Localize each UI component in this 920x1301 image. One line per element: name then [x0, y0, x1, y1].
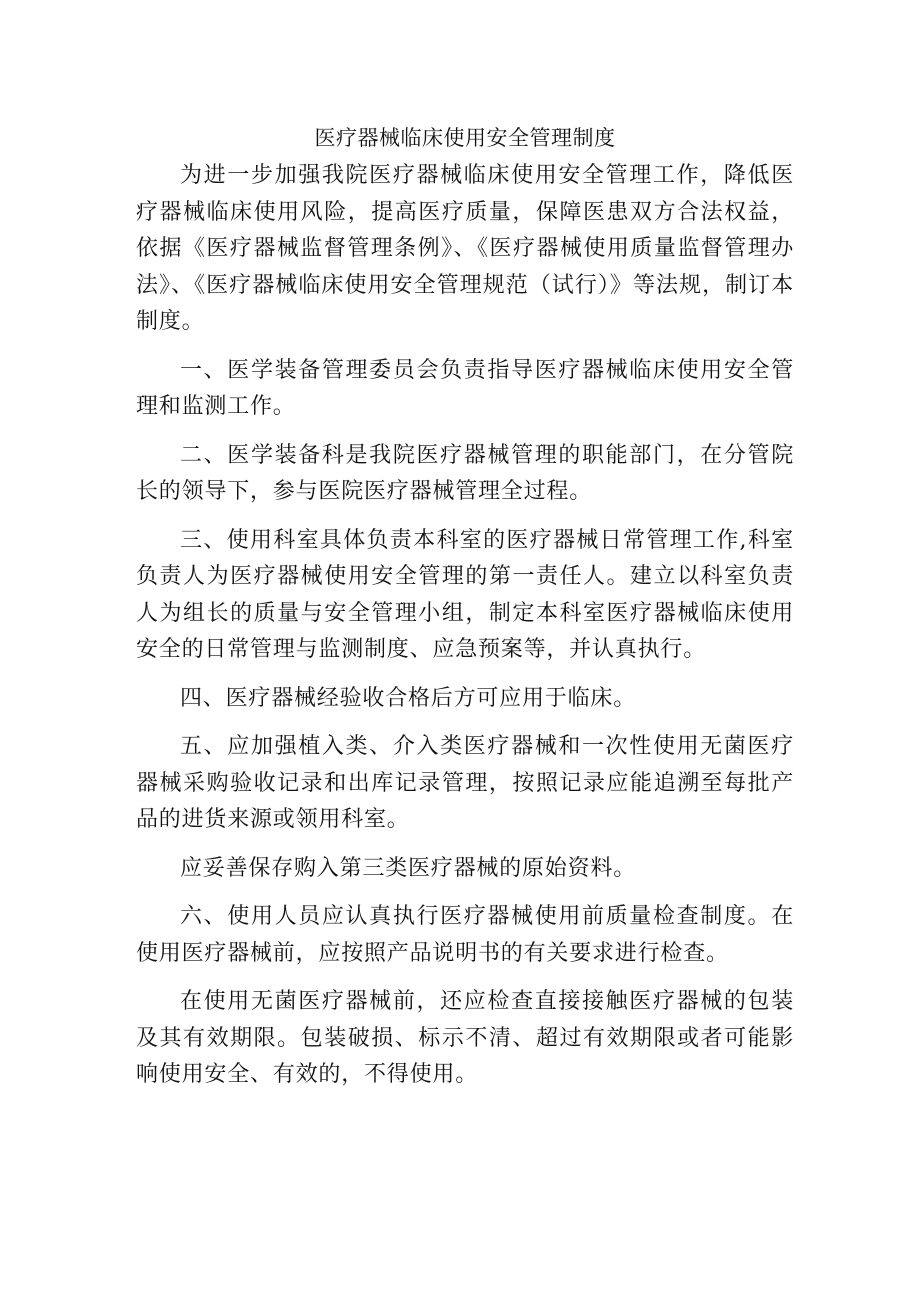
paragraph-article-1: 一、医学装备管理委员会负责指导医疗器械临床使用安全管理和监测工作。	[136, 357, 794, 419]
paragraph-intro: 为进一步加强我院医疗器械临床使用安全管理工作，降低医疗器械临床使用风险，提高医疗质量，保障医患双方合法权益，依据《医疗器械监督管理条例》、《医疗器械使用质量监督管理办法》、《医疗器械临床使用安全管理规范（试行）》等法规，制订本制度。	[136, 163, 794, 334]
paragraph-article-2: 二、医学装备科是我院医疗器械管理的职能部门，在分管院长的领导下，参与医院医疗器械管理全过程。	[136, 442, 794, 504]
paragraph-article-6: 六、使用人员应认真执行医疗器械使用前质量检查制度。在使用医疗器械前，应按照产品说明书的有关要求进行检查。	[136, 904, 794, 966]
paragraph-article-5: 五、应加强植入类、介入类医疗器械和一次性使用无菌医疗器械采购验收记录和出库记录管理，按照记录应能追溯至每批产品的进货来源或领用科室。	[136, 734, 794, 832]
paragraph-article-6-note: 在使用无菌医疗器械前，还应检查直接接触医疗器械的包装及其有效期限。包装破损、标示不清、超过有效期限或者可能影响使用安全、有效的，不得使用。	[136, 989, 794, 1087]
paragraph-article-4: 四、医疗器械经验收合格后方可应用于临床。	[180, 685, 637, 711]
paragraph-article-3: 三、使用科室具体负责本科室的医疗器械日常管理工作,科室负责人为医疗器械使用安全管理的第一责任人。建立以科室负责人为组长的质量与安全管理小组，制定本科室医疗器械临床使用安全的日常管理与监测制度、应急预案等，并认真执行。	[136, 527, 794, 662]
paragraph-article-5-note: 应妥善保存购入第三类医疗器械的原始资料。	[180, 855, 637, 881]
document-page	[136, 124, 794, 1106]
document-title: 医疗器械临床使用安全管理制度	[314, 126, 616, 150]
